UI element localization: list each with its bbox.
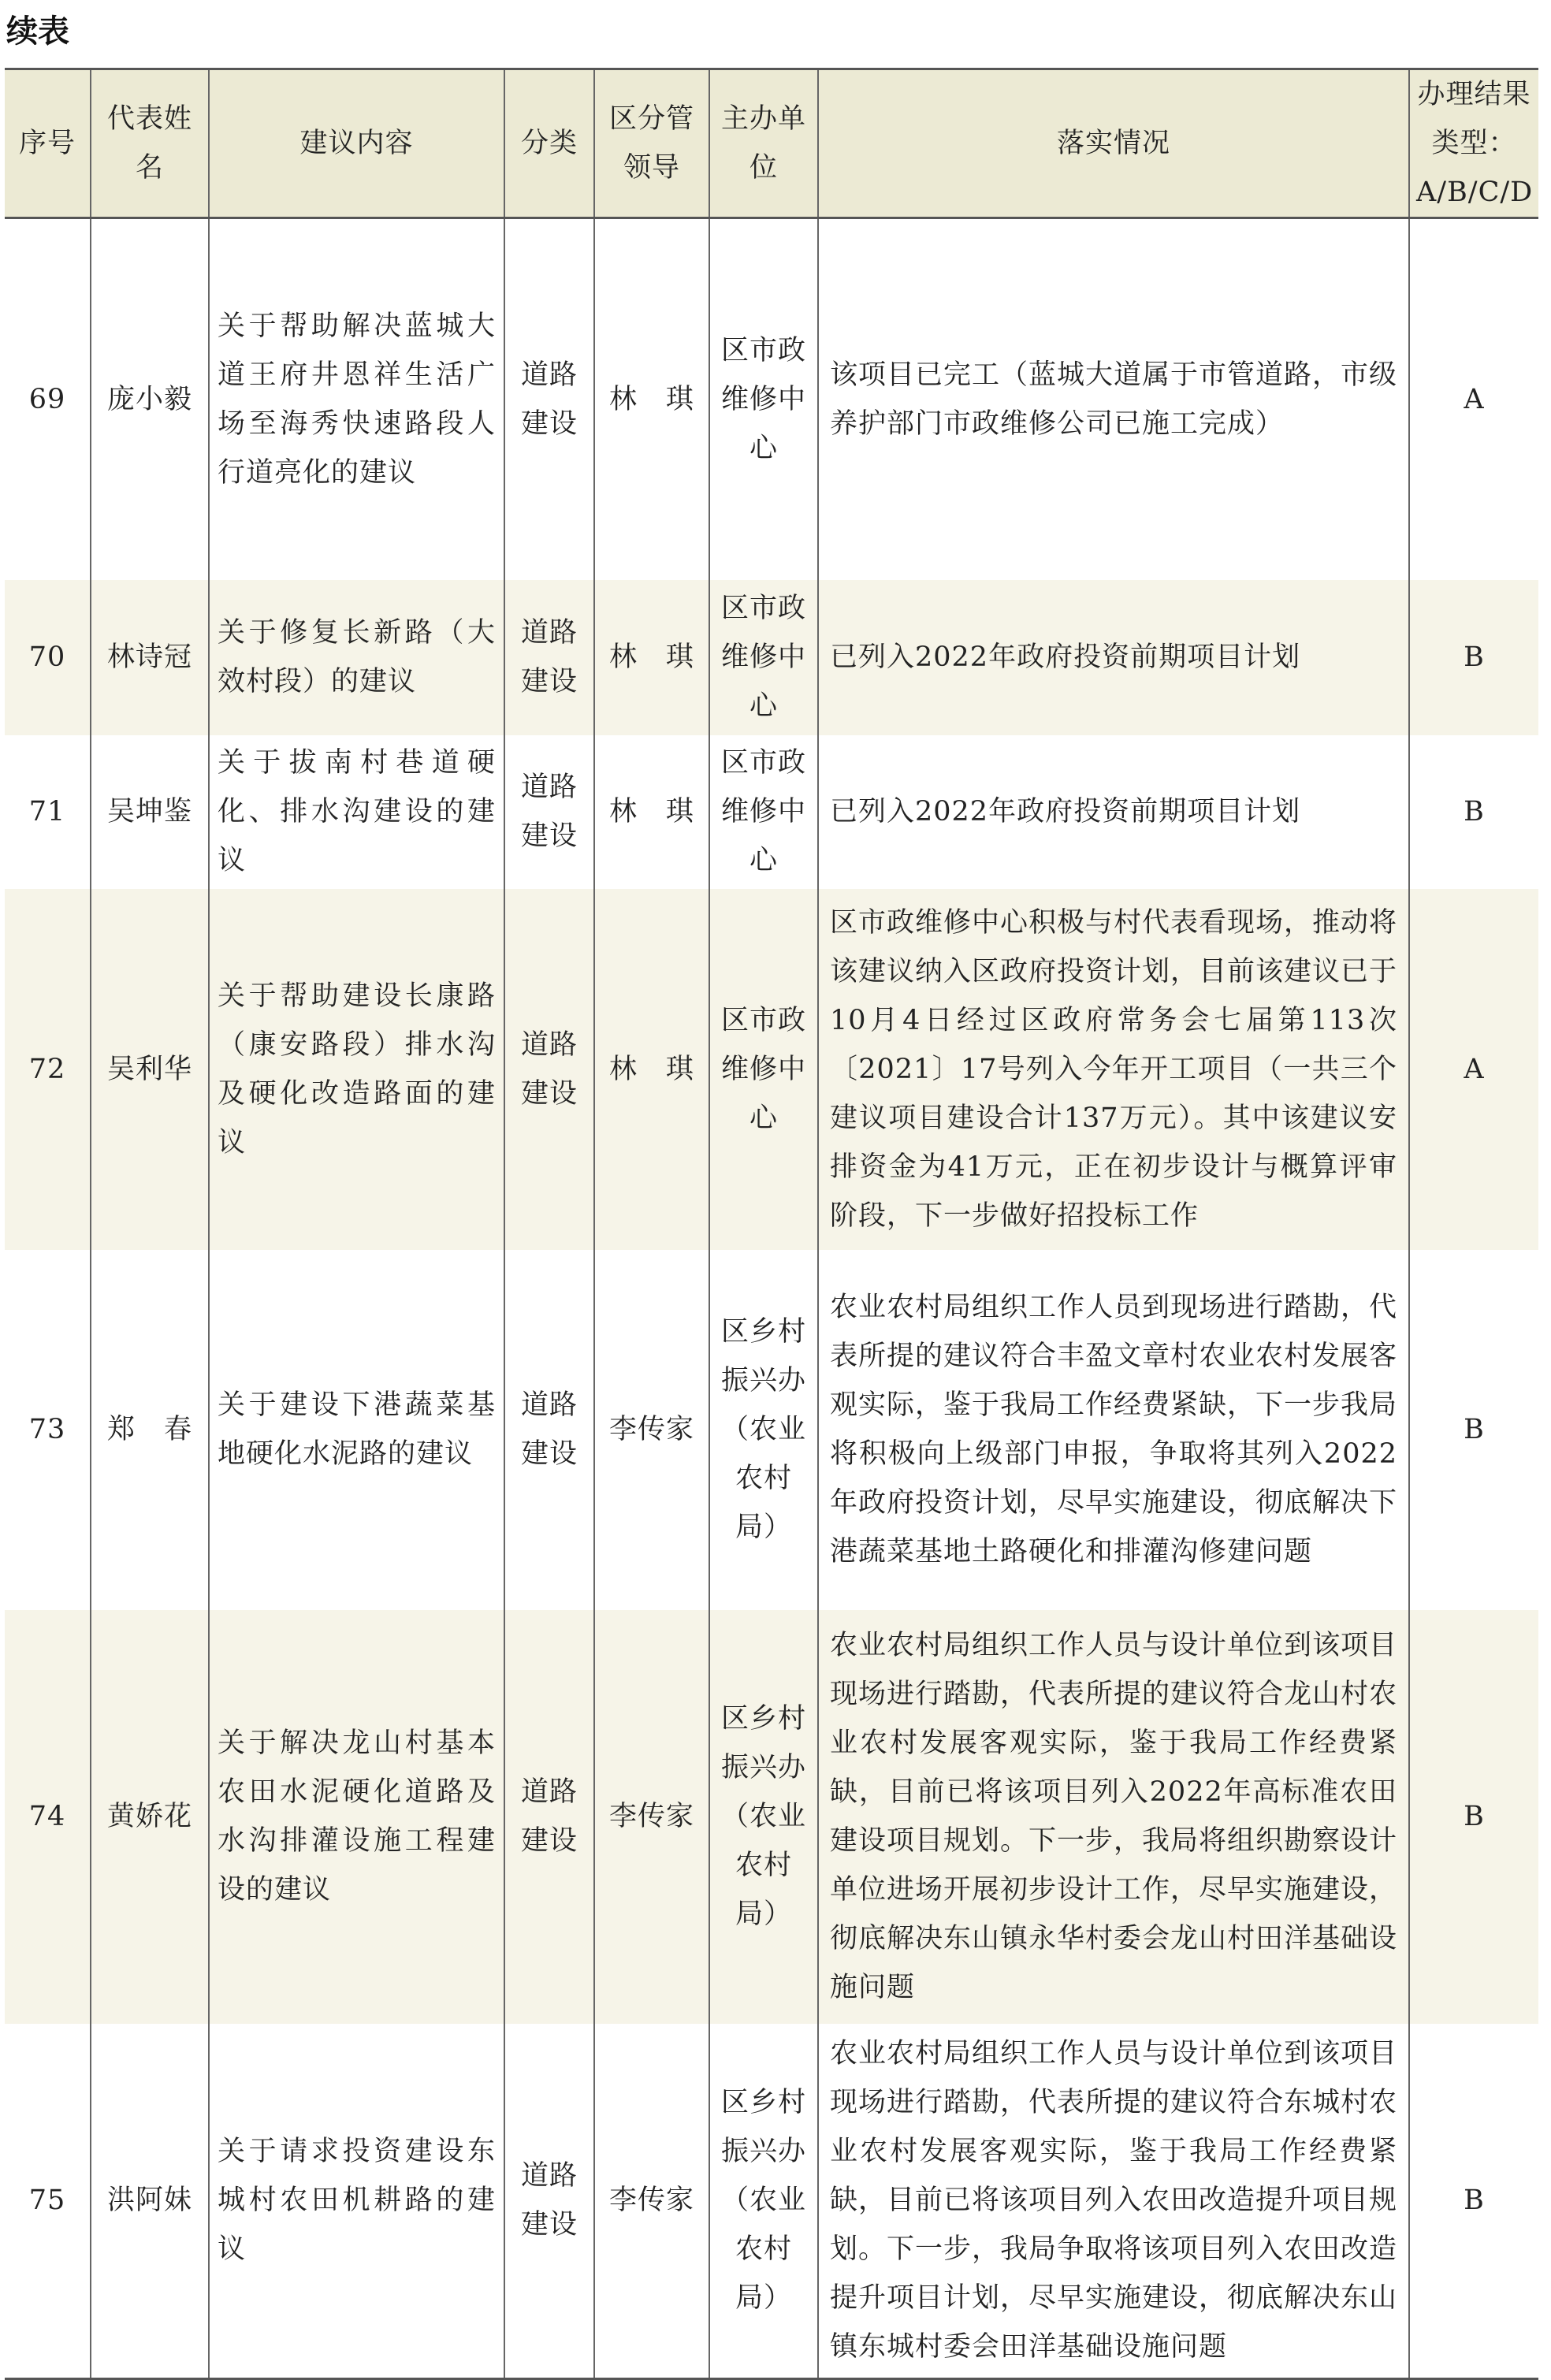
district-leader: 林 琪 — [594, 580, 709, 735]
row-no: 73 — [5, 1250, 91, 1610]
category: 道路建设 — [504, 218, 594, 580]
row-no: 74 — [5, 1610, 91, 2024]
suggestion-content: 关于帮助解决蓝城大道王府井恩祥生活广场至海秀快速路段人行道亮化的建议 — [209, 218, 504, 580]
category: 道路建设 — [504, 1610, 594, 2024]
district-leader: 林 琪 — [594, 218, 709, 580]
row-no: 71 — [5, 735, 91, 889]
implementation-status: 农业农村局组织工作人员与设计单位到该项目现场进行踏勘，代表所提的建议符合东城村农业农村发展客观实际，鉴于我局工作经费紧缺，目前已将该项目列入农田改造提升项目规划。下一步，我局争取将该项目列入农田改造提升项目计划，尽早实施建设，彻底解决东山镇东城村委会田洋基础设施问题 — [818, 2024, 1409, 2379]
header-representative: 代表姓名 — [91, 69, 209, 218]
category: 道路建设 — [504, 889, 594, 1250]
row-no: 72 — [5, 889, 91, 1250]
table-row — [5, 889, 1538, 1250]
header-leader: 区分管领导 — [594, 69, 709, 218]
header-result: 办理结果类型：A/B/C/D — [1409, 69, 1538, 218]
row-no: 75 — [5, 2024, 91, 2379]
implementation-status: 已列入2022年政府投资前期项目计划 — [818, 735, 1409, 889]
suggestions-table — [5, 68, 1538, 2380]
row-no: 70 — [5, 580, 91, 735]
result-type: B — [1409, 1610, 1538, 2024]
table-row — [5, 580, 1538, 735]
category: 道路建设 — [504, 1250, 594, 1610]
suggestion-content: 关于请求投资建设东城村农田机耕路的建议 — [209, 2024, 504, 2379]
representative-name: 洪阿妹 — [91, 2024, 209, 2379]
header-no: 序号 — [5, 69, 91, 218]
representative-name: 郑 春 — [91, 1250, 209, 1610]
result-type: A — [1409, 889, 1538, 1250]
host-unit: 区市政维修中心 — [709, 735, 818, 889]
suggestion-content: 关于拔南村巷道硬化、排水沟建设的建议 — [209, 735, 504, 889]
header-unit: 主办单位 — [709, 69, 818, 218]
representative-name: 林诗冠 — [91, 580, 209, 735]
host-unit: 区市政维修中心 — [709, 218, 818, 580]
district-leader: 李传家 — [594, 2024, 709, 2379]
result-type: B — [1409, 1250, 1538, 1610]
implementation-status: 农业农村局组织工作人员与设计单位到该项目现场进行踏勘，代表所提的建议符合龙山村农业农村发展客观实际，鉴于我局工作经费紧缺，目前已将该项目列入2022年高标准农田建设项目规划。下一步，我局将组织勘察设计单位进场开展初步设计工作，尽早实施建设，彻底解决东山镇永华村委会龙山村田洋基础设施问题 — [818, 1610, 1409, 2024]
district-leader: 李传家 — [594, 1610, 709, 2024]
result-type: B — [1409, 2024, 1538, 2379]
suggestion-content: 关于帮助建设长康路（康安路段）排水沟及硬化改造路面的建议 — [209, 889, 504, 1250]
table-row — [5, 2024, 1538, 2379]
representative-name: 黄娇花 — [91, 1610, 209, 2024]
host-unit: 区乡村振兴办（农业农村局） — [709, 1250, 818, 1610]
host-unit: 区市政维修中心 — [709, 580, 818, 735]
category: 道路建设 — [504, 580, 594, 735]
host-unit: 区乡村振兴办（农业农村局） — [709, 2024, 818, 2379]
row-no: 69 — [5, 218, 91, 580]
district-leader: 林 琪 — [594, 735, 709, 889]
table-row — [5, 735, 1538, 889]
table-row — [5, 1250, 1538, 1610]
district-leader: 林 琪 — [594, 889, 709, 1250]
category: 道路建设 — [504, 735, 594, 889]
implementation-status: 已列入2022年政府投资前期项目计划 — [818, 580, 1409, 735]
implementation-status: 该项目已完工（蓝城大道属于市管道路，市级养护部门市政维修公司已施工完成） — [818, 218, 1409, 580]
implementation-status: 农业农村局组织工作人员到现场进行踏勘，代表所提的建议符合丰盈文章村农业农村发展客观实际，鉴于我局工作经费紧缺，下一步我局将积极向上级部门申报，争取将其列入2022年政府投资计划，尽早实施建设，彻底解决下港蔬菜基地土路硬化和排灌沟修建问题 — [818, 1250, 1409, 1610]
table-header-row — [5, 69, 1538, 218]
table-row — [5, 218, 1538, 580]
suggestion-content: 关于解决龙山村基本农田水泥硬化道路及水沟排灌设施工程建设的建议 — [209, 1610, 504, 2024]
header-status: 落实情况 — [818, 69, 1409, 218]
host-unit: 区市政维修中心 — [709, 889, 818, 1250]
page-title: 续表 — [6, 13, 69, 50]
header-content: 建议内容 — [209, 69, 504, 218]
category: 道路建设 — [504, 2024, 594, 2379]
representative-name: 庞小毅 — [91, 218, 209, 580]
result-type: A — [1409, 218, 1538, 580]
district-leader: 李传家 — [594, 1250, 709, 1610]
table-row — [5, 1610, 1538, 2024]
header-category: 分类 — [504, 69, 594, 218]
result-type: B — [1409, 735, 1538, 889]
result-type: B — [1409, 580, 1538, 735]
representative-name: 吴坤鉴 — [91, 735, 209, 889]
representative-name: 吴利华 — [91, 889, 209, 1250]
implementation-status: 区市政维修中心积极与村代表看现场，推动将该建议纳入区政府投资计划，目前该建议已于10月4日经过区政府常务会七届第113次〔2021〕17号列入今年开工项目（一共三个建议项目建设合计137万元）。其中该建议安排资金为41万元，正在初步设计与概算评审阶段，下一步做好招投标工作 — [818, 889, 1409, 1250]
suggestion-content: 关于修复长新路（大效村段）的建议 — [209, 580, 504, 735]
host-unit: 区乡村振兴办（农业农村局） — [709, 1610, 818, 2024]
suggestion-content: 关于建设下港蔬菜基地硬化水泥路的建议 — [209, 1250, 504, 1610]
